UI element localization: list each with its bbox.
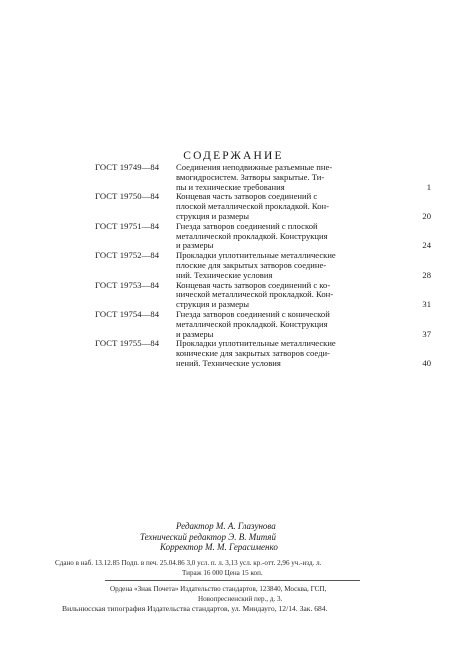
toc-entry-title-line: металлической прокладкой. Конструкция <box>176 319 328 329</box>
toc-entry-standard-number: ГОСТ 19754—84 <box>95 308 160 319</box>
toc-entry <box>95 163 431 192</box>
toc-entry-title-line: ний. Технические условия <box>176 270 273 280</box>
toc-entry-title-line: нической металлической прокладкой. Кон- <box>176 290 334 300</box>
toc-entry-title-line: струкция и размеры <box>176 300 250 310</box>
toc-entry-title <box>176 339 411 368</box>
toc-entry <box>95 339 431 368</box>
toc-entry-title-line: Соединения неподвижные разъемные пне- <box>176 163 333 172</box>
toc-entry-title-line: Концевая часть затворов соединений с ко- <box>176 280 331 290</box>
toc-entry-title-line: и размеры <box>176 241 214 251</box>
corrector-line: Корректор М. М. Герасименко <box>160 542 278 553</box>
toc-entry-standard-number: ГОСТ 19750—84 <box>95 191 160 202</box>
toc-entry-page-number: 20 <box>422 210 431 221</box>
toc-entry-title-line: Прокладки уплотнительные металлические <box>176 339 336 349</box>
toc-title: СОДЕРЖАНИЕ <box>183 150 284 162</box>
imprint-publisher: Ордена «Знак Почета» Издательство стандартов, 123840, Москва, ГСП, <box>110 585 327 593</box>
toc-entry-standard-number: ГОСТ 19753—84 <box>95 279 160 290</box>
toc-entry-page-number: 40 <box>422 357 431 368</box>
imprint-circulation: Тираж 16 000 Цена 15 коп. <box>182 569 263 577</box>
toc-entry-title-line: плоской металлической прокладкой. Кон- <box>176 202 329 212</box>
toc-entry <box>95 192 431 221</box>
toc-entry-standard-number: ГОСТ 19751—84 <box>95 220 160 231</box>
toc-entry-page-number: 1 <box>426 181 431 192</box>
toc-entry-page-number: 28 <box>422 269 431 280</box>
imprint-block <box>0 558 467 614</box>
toc-entry-title-line: металлической прокладкой. Конструкция <box>176 231 328 241</box>
toc-entry-title-line: вмогидросистем. Затворы закрытые. Ти- <box>176 172 325 182</box>
toc-entry-title-line: конические для закрытых затворов соеди- <box>176 349 330 359</box>
toc-entry-title-line: Гнезда затворов соединений с плоской <box>176 221 318 231</box>
toc-entry-title-line: плоские для закрытых затворов соедине- <box>176 260 327 270</box>
toc-entry <box>95 310 431 339</box>
toc-entry-title-line: струкция и размеры <box>176 211 250 221</box>
toc-entry-title-line: пы и технические требования <box>176 182 285 192</box>
toc-entry-title-line: Концевая часть затворов соединений с <box>176 192 318 202</box>
toc-entry-title <box>176 163 411 192</box>
table-of-contents <box>95 163 431 369</box>
toc-entry-title <box>176 281 411 310</box>
toc-entry-page-number: 37 <box>422 328 431 339</box>
toc-entry <box>95 251 431 280</box>
toc-entry-title <box>176 310 411 339</box>
toc-entry <box>95 222 431 251</box>
imprint-divider <box>105 580 360 581</box>
editor-line: Редактор М. А. Глазунова <box>176 521 276 531</box>
imprint-address: Новопресненский пер., д. 3. <box>198 595 283 603</box>
toc-entry-title-line: Прокладки уплотнительные металлические <box>176 251 336 261</box>
toc-entry-title <box>176 192 411 221</box>
toc-entry-standard-number: ГОСТ 19755—84 <box>95 338 160 349</box>
toc-entry-title-line: Гнезда затворов соединений с конической <box>176 309 330 319</box>
credits-block <box>0 521 467 553</box>
toc-entry-title-line: нений. Технические условия <box>176 358 281 368</box>
toc-entry-page-number: 24 <box>422 240 431 251</box>
technical-editor-line: Технический редактор Э. В. Митяй <box>140 531 276 542</box>
toc-entry <box>95 281 431 310</box>
toc-entry-title-line: и размеры <box>176 329 214 339</box>
toc-entry-standard-number: ГОСТ 19749—84 <box>95 162 160 172</box>
toc-entry-page-number: 31 <box>422 299 431 310</box>
toc-entry-title <box>176 222 411 251</box>
toc-entry-standard-number: ГОСТ 19752—84 <box>95 250 160 261</box>
imprint-print-details: Сдано в наб. 13.12.85 Подп. в печ. 25.04.86 3,0 усл. п. л. 3,13 усл. кр.-отт. 2,96 уч.-изд. л. <box>55 559 322 567</box>
toc-entry-title <box>176 251 411 280</box>
imprint-printing-house: Вильнюсская типография Издательства стандартов, ул. Миндауго, 12/14. Зак. 684. <box>62 604 328 613</box>
